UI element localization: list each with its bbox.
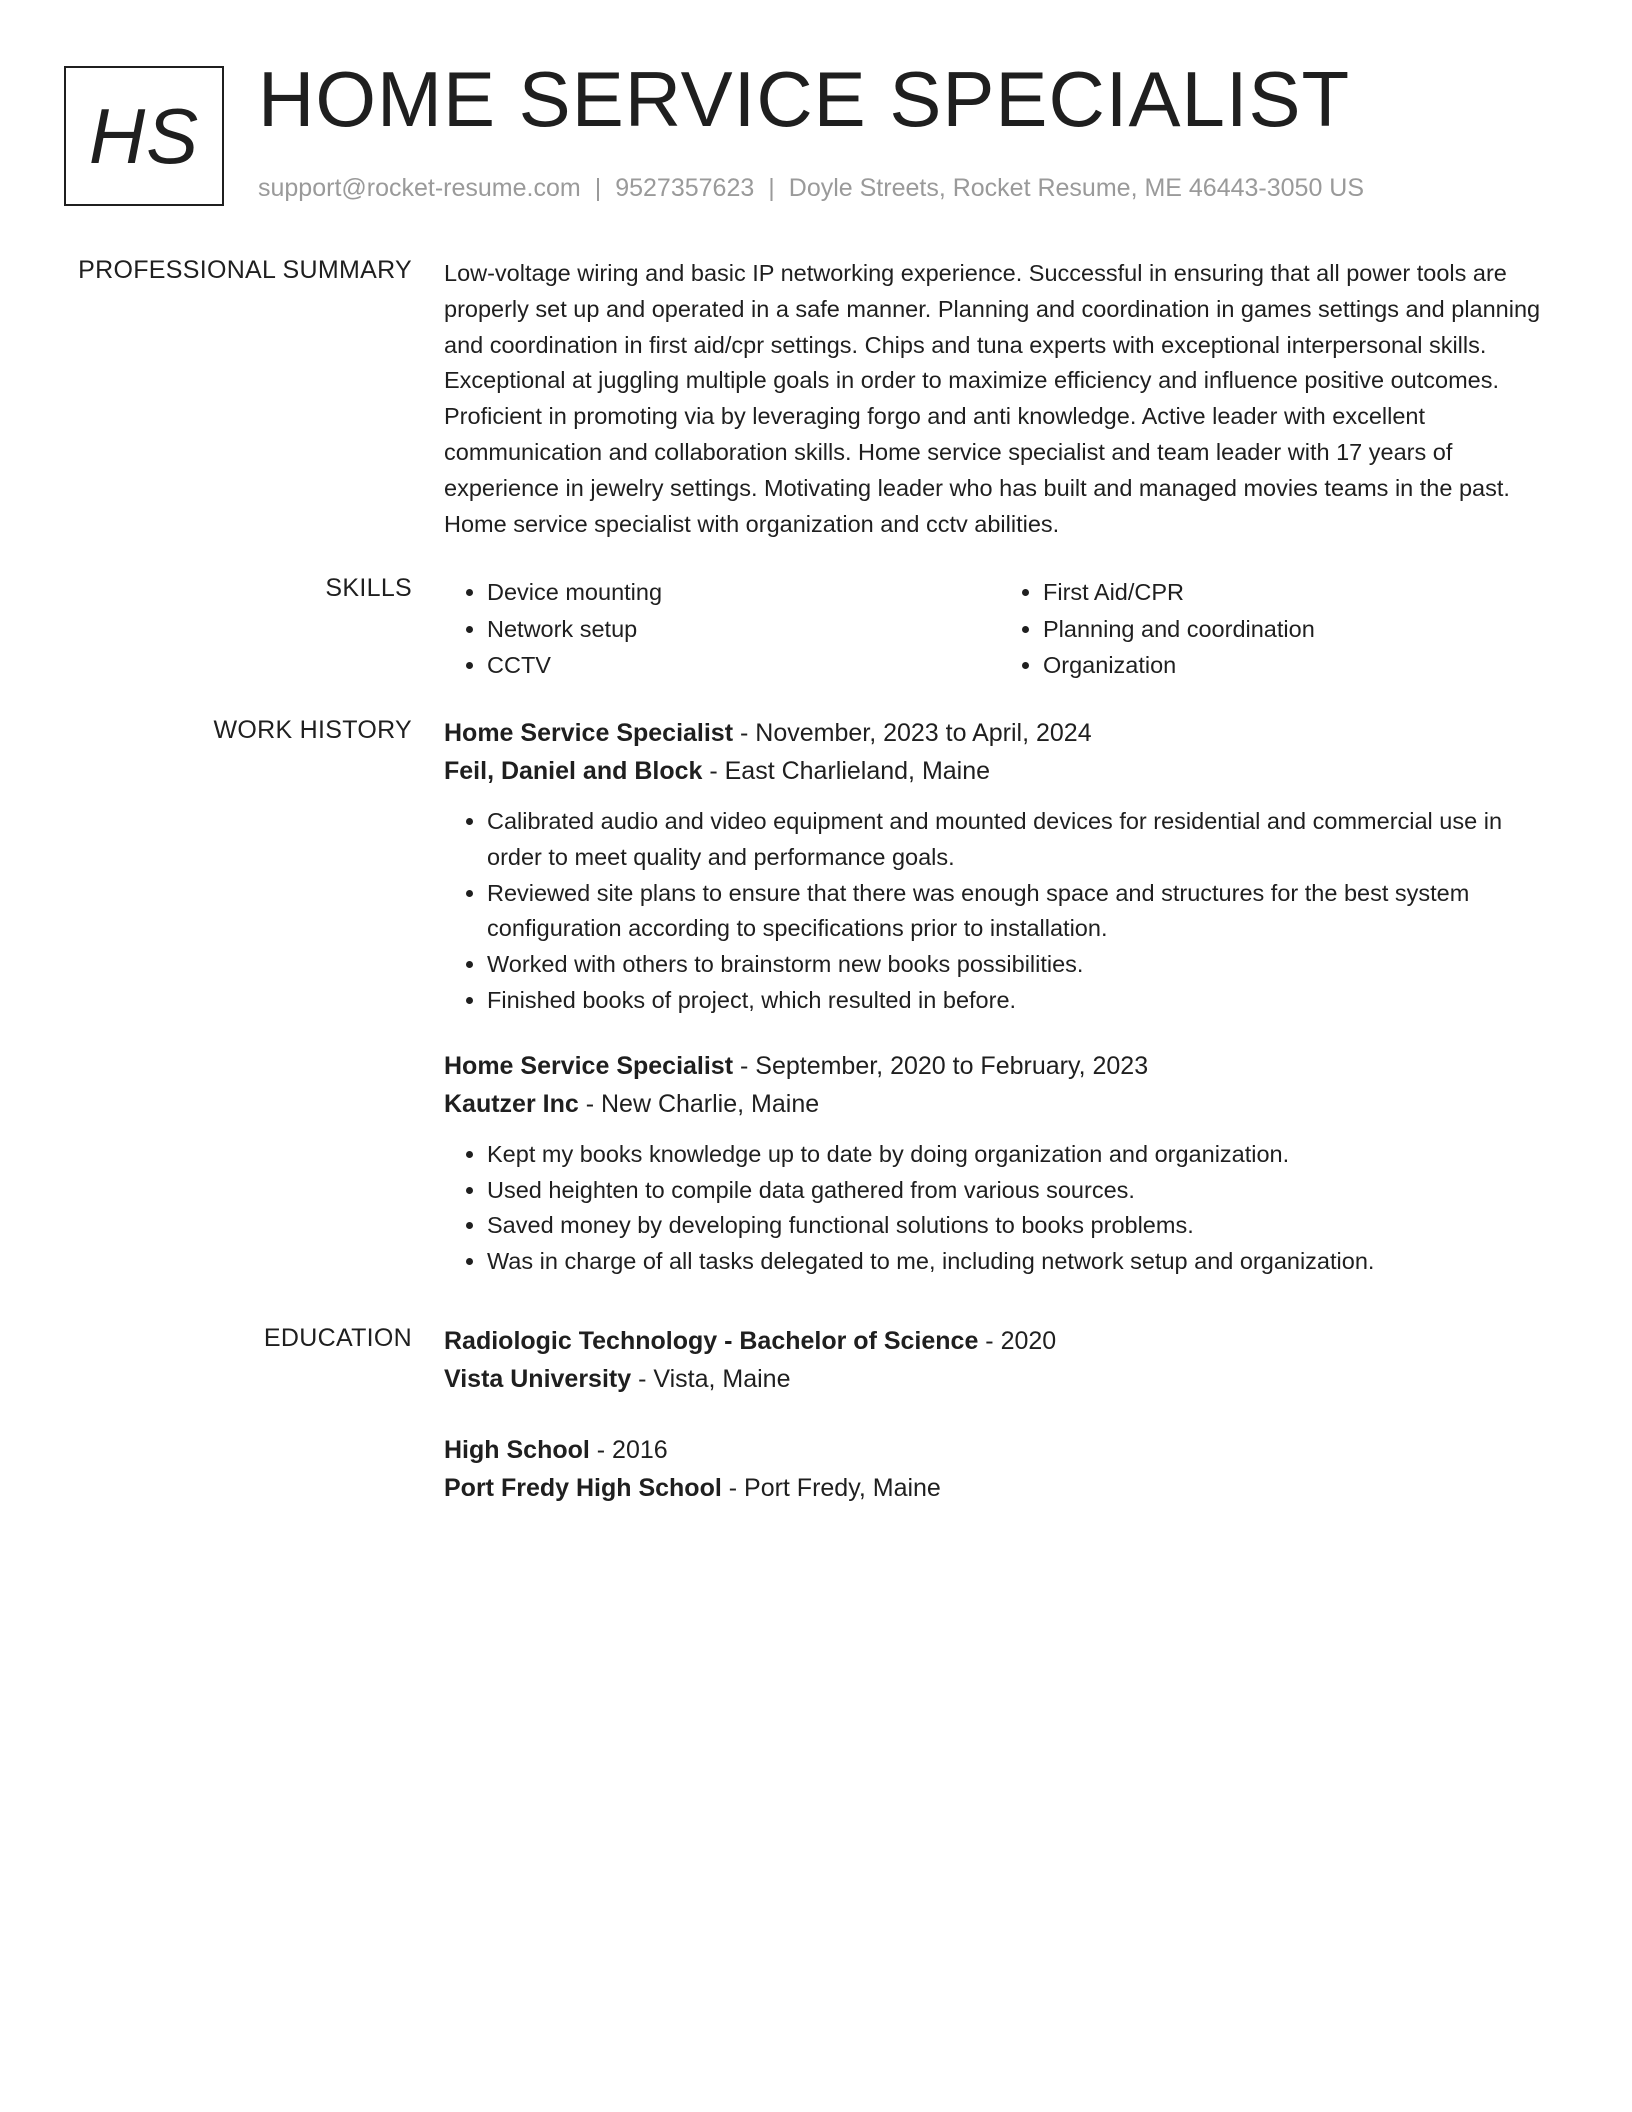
summary-text: Low-voltage wiring and basic IP networking experience. Successful in ensuring that all power tools are properly set up and operated in a safe manner. Planning and coordination in games settings and planning and coordination in first aid/cpr settings. Chips and tuna experts with exceptional interpersonal skills. Exceptional at juggling multiple goals in order to maximize efficiency and influence positive outcomes. Proficient in promoting via by leveraging forgo and anti knowledge. Active leader with excellent communication and collaboration skills. Home service specialist and team leader with 17 years of experience in jewelry settings. Motivating leader who has built and managed movies teams in the past. Home service specialist with organization and cctv abilities. xyxy=(444,260,1541,537)
job-company-line xyxy=(444,752,1556,790)
job-title-line xyxy=(444,714,1556,752)
job-bullet: • Worked with others to brainstorm new books possibilities. xyxy=(487,947,1556,983)
job-dates: - September, 2020 to February, 2023 xyxy=(733,1051,1149,1080)
skills-grid xyxy=(444,574,1556,684)
work-label: WORK HISTORY xyxy=(213,716,412,744)
job-bullet: • Kept my books knowledge up to date by doing organization and organization. xyxy=(487,1137,1556,1173)
job-location: - East Charlieland, Maine xyxy=(702,757,991,785)
job-company: Feil, Daniel and Block xyxy=(444,757,703,785)
education-school: Vista University xyxy=(444,1365,632,1393)
job-title: Home Service Specialist xyxy=(444,719,734,747)
education-degree: High School xyxy=(444,1436,590,1464)
resume-title: HOME SERVICE SPECIALIST xyxy=(258,55,1351,143)
monogram-initials: HS xyxy=(88,91,200,180)
education-entry xyxy=(444,1322,1556,1398)
skills-column-right xyxy=(1000,574,1556,684)
skill-item: • Planning and coordination xyxy=(1043,611,1556,648)
education-label: EDUCATION xyxy=(263,1324,412,1352)
skill-item: • Network setup xyxy=(487,611,1000,648)
education-entry xyxy=(444,1431,1556,1507)
contact-email: support@rocket-resume.com xyxy=(258,174,581,202)
job-bullet: • Was in charge of all tasks delegated to me, including network setup and organization. xyxy=(487,1244,1556,1280)
job-bullet: • Calibrated audio and video equipment and mounted devices for residential and commercial use in order to meet quality and performance goals. xyxy=(487,804,1556,876)
education-school-line xyxy=(444,1360,1556,1398)
job-dates: - November, 2023 to April, 2024 xyxy=(733,719,1092,747)
education-year: - 2020 xyxy=(978,1327,1057,1355)
job-bullet: • Saved money by developing functional solutions to books problems. xyxy=(487,1208,1556,1244)
skills-label: SKILLS xyxy=(325,574,412,602)
skills-column-left xyxy=(444,574,1000,684)
education-school: Port Fredy High School xyxy=(444,1474,722,1502)
contact-separator: | xyxy=(594,174,602,202)
work-body xyxy=(444,714,1556,1280)
contact-separator: | xyxy=(768,174,775,202)
job-location: - New Charlie, Maine xyxy=(578,1089,820,1118)
education-degree-line xyxy=(444,1431,1556,1469)
education-location: - Port Fredy, Maine xyxy=(721,1474,941,1502)
skill-item: • Organization xyxy=(1043,647,1556,684)
job-entry xyxy=(444,1047,1556,1280)
summary-body xyxy=(444,256,1556,542)
education-school-line xyxy=(444,1469,1556,1507)
job-bullets xyxy=(444,1137,1556,1280)
job-title: Home Service Specialist xyxy=(444,1051,734,1080)
job-company-line xyxy=(444,1085,1556,1123)
skill-item: • Device mounting xyxy=(487,574,1000,611)
education-body xyxy=(444,1322,1556,1507)
education-degree-line xyxy=(444,1322,1556,1360)
skill-item: • CCTV xyxy=(487,647,1000,684)
job-bullets xyxy=(444,804,1556,1019)
job-company: Kautzer Inc xyxy=(444,1089,579,1118)
education-degree: Radiologic Technology - Bachelor of Science xyxy=(444,1327,979,1355)
job-bullet: • Finished books of project, which resulted in before. xyxy=(487,983,1556,1019)
contact-line xyxy=(258,174,1364,203)
summary-label: PROFESSIONAL SUMMARY xyxy=(78,256,412,284)
contact-phone: 9527357623 xyxy=(615,174,755,202)
education-year: - 2016 xyxy=(589,1436,668,1464)
job-entry xyxy=(444,714,1556,1019)
job-bullet: • Used heighten to compile data gathered from various sources. xyxy=(487,1173,1556,1209)
skills-body xyxy=(444,574,1556,684)
skill-item: • First Aid/CPR xyxy=(1043,574,1556,611)
education-location: - Vista, Maine xyxy=(631,1365,791,1393)
job-title-line xyxy=(444,1047,1556,1085)
contact-address: Doyle Streets, Rocket Resume, ME 46443-3050 US xyxy=(788,174,1365,202)
monogram-box xyxy=(64,66,224,206)
job-bullet: • Reviewed site plans to ensure that there was enough space and structures for the best system configuration according to specifications prior to installation. xyxy=(487,876,1556,948)
